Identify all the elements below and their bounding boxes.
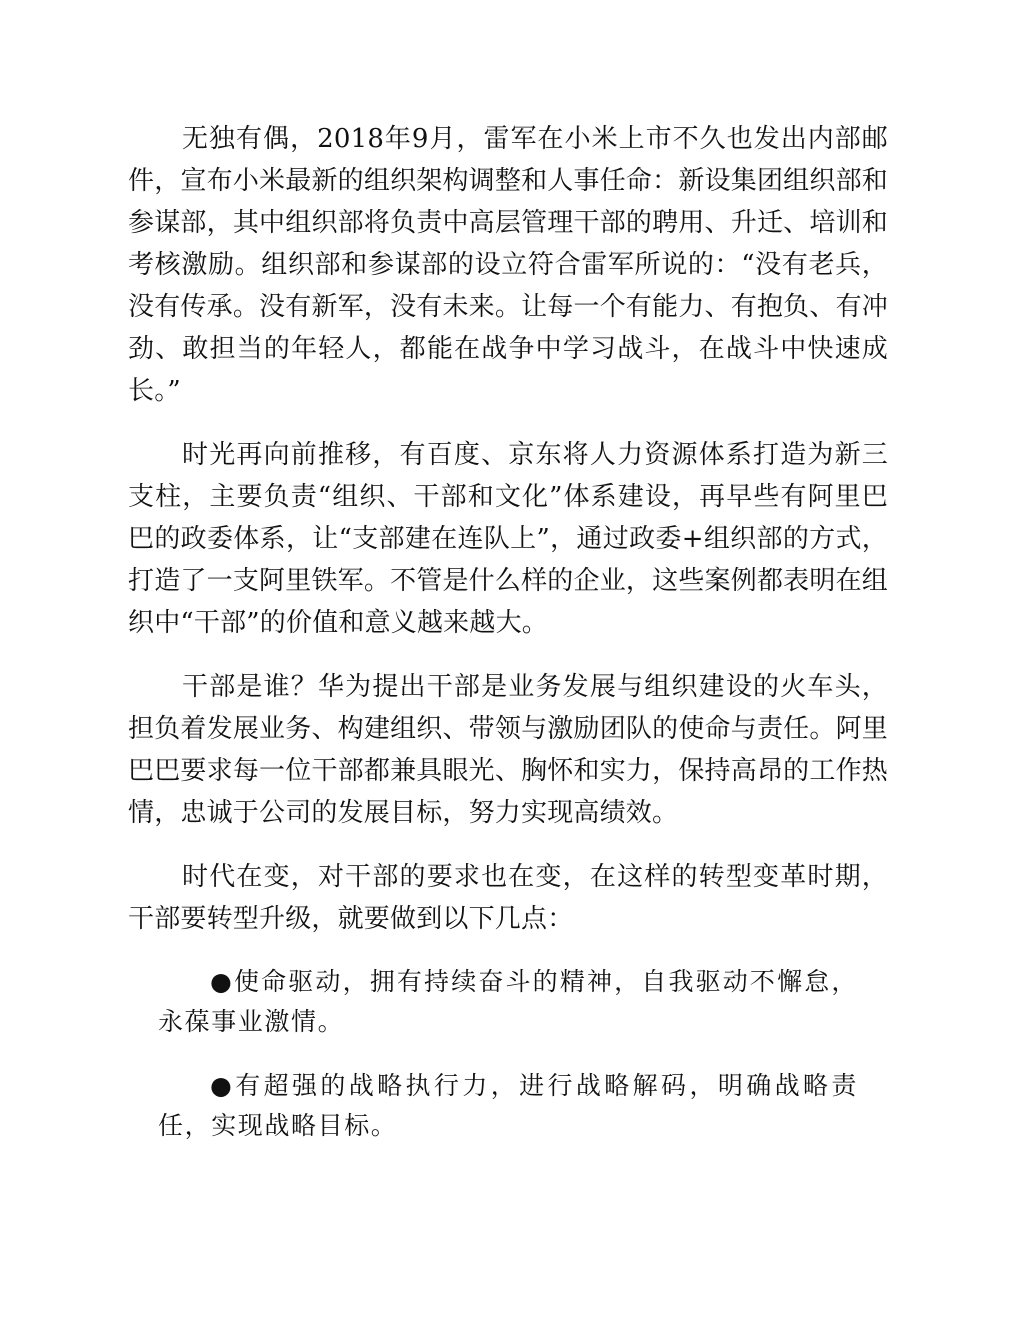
- paragraph-times-change: 时代在变，对干部的要求也在变，在这样的转型变革时期，干部要转型升级，就要做到以下几点：: [128, 862, 888, 934]
- paragraph-who-are-cadres: 干部是谁？华为提出干部是业务发展与组织建设的火车头，担负着发展业务、构建组织、带领与激励团队的使命与责任。阿里巴巴要求每一位干部都兼具眼光、胸怀和实力，保持高昂的工作热情，忠诚于公司的发展目标，努力实现高绩效。: [128, 672, 888, 828]
- paragraph-baidu-jd-alibaba: 时光再向前推移，有百度、京东将人力资源体系打造为新三支柱，主要负责“组织、干部和文化”体系建设，再早些有阿里巴巴的政委体系，让“支部建在连队上”，通过政委+组织部的方式，打造了一支阿里铁军。不管是什么样的企业，这些案例都表明在组织中“干部”的价值和意义越来越大。: [128, 440, 888, 638]
- paragraph-xiaomi: 无独有偶，2018年9月，雷军在小米上市不久也发出内部邮件，宣布小米最新的组织架构调整和人事任命：新设集团组织部和参谋部，其中组织部将负责中高层管理干部的聘用、升迁、培训和考核激励。组织部和参谋部的设立符合雷军所说的：“没有老兵，没有传承。没有新军，没有未来。让每一个有能力、有抱负、有冲劲、敢担当的年轻人，都能在战争中学习战斗，在战斗中快速成长。”: [128, 124, 888, 406]
- document-body: [128, 118, 888, 1170]
- bullet-strategy-execution: ●有超强的战略执行力，进行战略解码，明确战略责任，实现战略目标。: [158, 1071, 858, 1140]
- bullet-mission-driven: ●使命驱动，拥有持续奋斗的精神，自我驱动不懈怠，永葆事业激情。: [158, 967, 858, 1036]
